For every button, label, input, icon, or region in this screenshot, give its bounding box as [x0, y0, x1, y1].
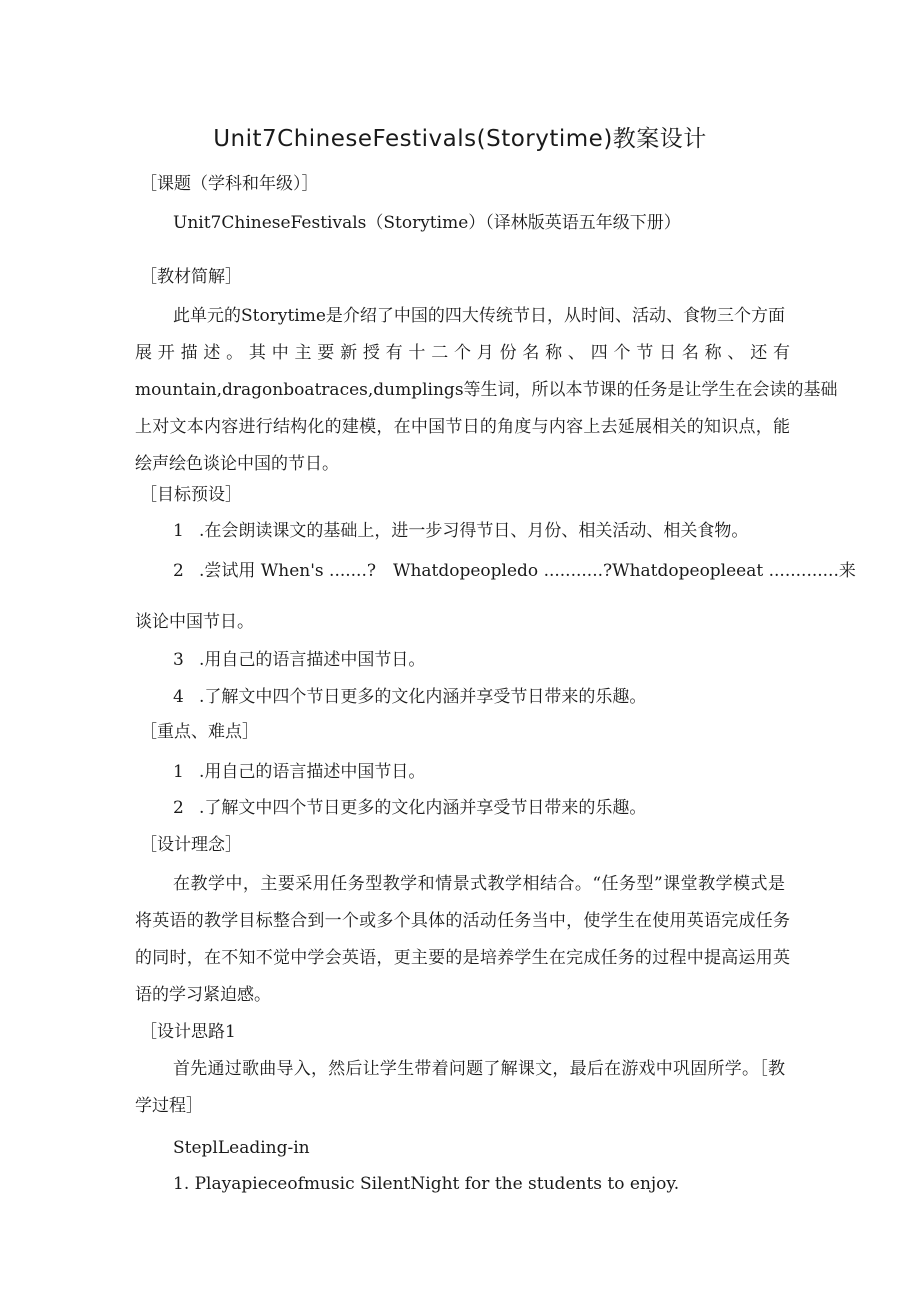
document-title: Unit7ChineseFestivals(Storytime)教案设计 — [213, 126, 707, 152]
goal-item-number: 2 — [173, 561, 184, 581]
goal-item — [173, 560, 856, 582]
concept-line: 语的学习紧迫感。 — [135, 985, 271, 1005]
process-step-heading: SteplLeading-in — [173, 1138, 310, 1158]
goal-item-text: .用自己的语言描述中国节日。 — [199, 650, 426, 670]
materials-line: 此单元的Storytime是介绍了中国的四大传统节日，从时间、活动、食物三个方面 — [173, 306, 785, 326]
approach-line: 学过程］ — [135, 1096, 203, 1116]
materials-line: 上对文本内容进行结构化的建模，在中国节日的角度与内容上去延展相关的知识点，能 — [135, 417, 790, 437]
section-heading-approach: ［设计思路1 — [140, 1022, 236, 1042]
keypoint-item-number: 1 — [173, 762, 184, 782]
keypoint-item-text: .了解文中四个节日更多的文化内涵并享受节日带来的乐趣。 — [199, 798, 647, 818]
goal-item-continuation: 谈论中国节日。 — [135, 612, 254, 632]
topic-text: Unit7ChineseFestivals（Storytime）（译林版英语五年级下册） — [173, 213, 681, 233]
goal-item — [173, 686, 828, 708]
goal-item — [173, 520, 828, 542]
goal-item-text: .在会朗读课文的基础上，进一步习得节日、月份、相关活动、相关食物。 — [199, 521, 749, 541]
goal-item-number: 1 — [173, 521, 184, 541]
concept-line: 的同时，在不知不觉中学会英语，更主要的是培养学生在完成任务的过程中提高运用英 — [135, 948, 790, 968]
section-heading-concept: ［设计理念］ — [140, 835, 242, 855]
approach-line: 首先通过歌曲导入，然后让学生带着问题了解课文，最后在游戏中巩固所学。［教 — [173, 1059, 785, 1079]
keypoint-item-number: 2 — [173, 798, 184, 818]
keypoint-item — [173, 761, 828, 783]
section-heading-keypoints: ［重点、难点］ — [140, 722, 259, 742]
goal-item-text: .了解文中四个节日更多的文化内涵并享受节日带来的乐趣。 — [199, 687, 647, 707]
process-step-item: 1. Playapieceofmusic SilentNight for the students to enjoy. — [173, 1174, 680, 1194]
section-heading-goals: ［目标预设］ — [140, 485, 242, 505]
goal-item — [173, 649, 828, 671]
goal-item-number: 3 — [173, 650, 184, 670]
materials-line: 展开描述。其中主要新授有十二个月份名称、四个节日名称、还有 — [135, 343, 790, 363]
concept-line: 在教学中，主要采用任务型教学和情景式教学相结合。“任务型”课堂教学模式是 — [173, 874, 785, 894]
goal-item-number: 4 — [173, 687, 184, 707]
section-heading-materials: ［教材简解］ — [140, 267, 242, 287]
materials-line: mountain,dragonboatraces,dumplings等生词，所以本节课的任务是让学生在会读的基础 — [135, 380, 838, 400]
goal-item-text: .尝试用 When's .......? Whatdopeopledo ...........?Whatdopeopleeat .............来 — [199, 561, 856, 581]
section-heading-topic: ［课题（学科和年级）］ — [140, 174, 319, 194]
materials-line: 绘声绘色谈论中国的节日。 — [135, 454, 339, 474]
concept-line: 将英语的教学目标整合到一个或多个具体的活动任务当中，使学生在使用英语完成任务 — [135, 911, 790, 931]
keypoint-item-text: .用自己的语言描述中国节日。 — [199, 762, 426, 782]
keypoint-item — [173, 797, 828, 819]
